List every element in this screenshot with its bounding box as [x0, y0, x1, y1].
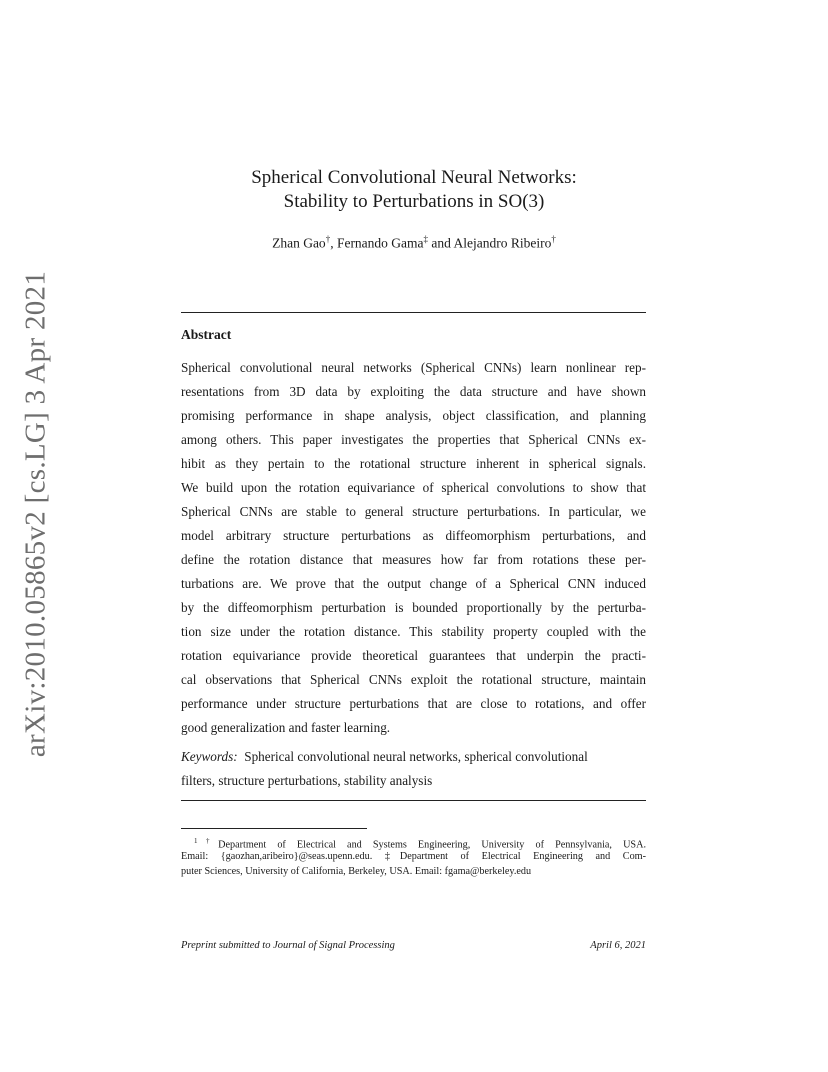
abstract-line: rotation equivariance provide theoretical guarantees that underpin the practi-: [181, 648, 646, 663]
paper-title-line-2: Stability to Perturbations in SO(3): [283, 191, 545, 212]
footnote-rule: [181, 828, 367, 829]
keywords-block: [181, 745, 646, 793]
keywords-bottom-rule: [181, 800, 646, 801]
abstract-line: model arbitrary structure perturbations as diffeomorphism perturbations, and: [181, 528, 646, 543]
abstract-line: performance under structure perturbations that are close to rotations, and offer: [181, 696, 646, 711]
abstract-line: promising performance in shape analysis, object classification, and planning: [181, 408, 646, 423]
abstract-line: resentations from 3D data by exploiting the data structure and have shown: [181, 384, 646, 399]
author-name: Zhan Gao: [272, 235, 326, 251]
abstract-body: [181, 356, 646, 740]
abstract-line: by the diffeomorphism perturbation is bounded proportionally by the perturba-: [181, 600, 646, 615]
arxiv-identifier-stamp: arXiv:2010.05865v2 [cs.LG] 3 Apr 2021: [19, 270, 52, 758]
footnote-line: [181, 834, 646, 849]
footnote-line: Email: {gaozhan,aribeiro}@seas.upenn.edu. ‡Department of Electrical Engineering and Com-: [181, 851, 646, 862]
abstract-top-rule: [181, 312, 646, 313]
abstract-line: among others. This paper investigates the properties that Spherical CNNs ex-: [181, 432, 646, 447]
preprint-date: April 6, 2021: [590, 940, 646, 951]
keywords-text: Spherical convolutional neural networks, spherical convolutional: [244, 749, 588, 764]
journal-note: Preprint submitted to Journal of Signal Processing: [181, 940, 395, 951]
keywords-label: Keywords:: [181, 749, 238, 764]
affiliation-mark: †: [325, 234, 331, 244]
abstract-line: hibit as they pertain to the rotational structure inherent in spherical signals.: [181, 456, 646, 471]
keywords-line-1: [181, 745, 646, 769]
abstract-line: good generalization and faster learning.: [181, 720, 391, 735]
abstract-line: Spherical convolutional neural networks (Spherical CNNs) learn nonlinear rep-: [181, 360, 646, 375]
abstract-line: tion size under the rotation distance. This stability property coupled with the: [181, 624, 646, 639]
author-name: Alejandro Ribeiro: [453, 235, 552, 251]
abstract-line: We build upon the rotation equivariance of spherical convolutions to show that: [181, 480, 646, 495]
footnote-text: Department of Electrical and Systems Engineering, University of Pennsylvania, USA.: [218, 839, 646, 851]
author-separator: and: [428, 235, 454, 251]
abstract-heading: Abstract: [181, 327, 232, 342]
paper-title-line-1: Spherical Convolutional Neural Networks:: [251, 167, 577, 188]
footnote-marker: 1†: [194, 837, 219, 845]
abstract-line: turbations are. We prove that the output change of a Spherical CNN induced: [181, 576, 646, 591]
keywords-line-2: filters, structure perturbations, stability analysis: [181, 773, 433, 788]
affiliation-mark: ‡: [423, 234, 429, 244]
abstract-line: define the rotation distance that measures how far from rotations these per-: [181, 552, 646, 567]
affiliation-mark: †: [551, 234, 556, 244]
author-separator: ,: [330, 235, 337, 251]
abstract-line: Spherical CNNs are stable to general structure perturbations. In particular, we: [181, 504, 646, 519]
author-name: Fernando Gama: [336, 235, 424, 251]
footnote-line: puter Sciences, University of California, Berkeley, USA. Email: fgama@berkeley.edu: [181, 866, 532, 877]
affiliation-footnote: [181, 834, 646, 879]
abstract-line: cal observations that Spherical CNNs exploit the rotational structure, maintain: [181, 672, 646, 687]
author-list: [0, 234, 828, 252]
